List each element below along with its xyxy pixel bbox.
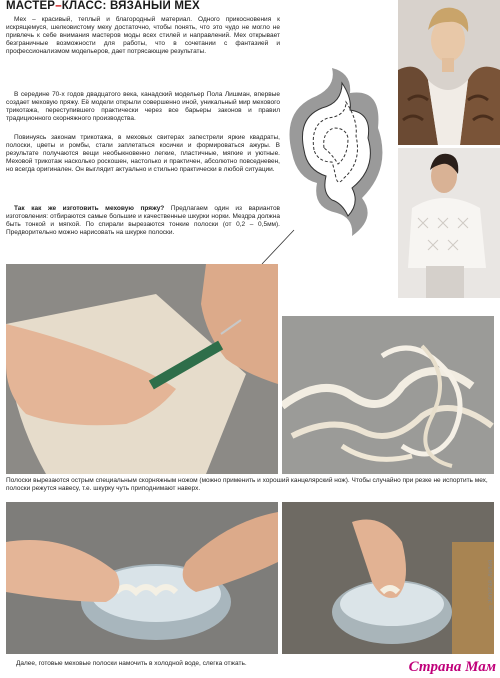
diagram-pointer-line (258, 228, 298, 268)
cutting-fur-photo (6, 264, 278, 474)
soaking-photo-right (282, 502, 494, 654)
page-title (6, 0, 200, 12)
model-photo-white-knit (398, 148, 500, 298)
caption-cutting: Полоски вырезаются острым специальным скорняжным ножом (можно применить и хороший канцелярский нож). Чтобы случайно при резке не испортить мех, полоски режутся навесу, т.е. шкурку чуть приподнимают наверх. (6, 477, 488, 493)
soaking-photo-left (6, 502, 278, 654)
title-rest: КЛАСС: ВЯЗАНЫЙ МЕХ (61, 0, 200, 12)
article-paragraph-4 (6, 205, 280, 237)
title-dash: – (55, 0, 62, 12)
question-heading: Так как же изготовить меховую пряжу? (14, 205, 165, 212)
article-paragraph-1: Мех – красивый, теплый и благородный материал. Одного прикосновения к искрящемуся, шелковистому меху достаточно, чтобы понять, что это чудо не могло не привлечь к себе внимания мастеров моды всех стилей и направлений. Мех открывает безграничные возможности для работы, что в сочетании с фантазией и профессионализмом модельеров, дает потрясающие результаты. (6, 16, 280, 56)
article-paragraph-2: В середине 70-х годов двадцатого века, канадский модельер Пола Лишман, впервые создает меховую пряжу. Её модели открыли совершенно иной, уникальный мир мехового трикотажа, переступившего практически через все барьеры законов и правил традиционного скорняжного производства. (6, 91, 280, 123)
site-watermark: Страна Мам (408, 659, 496, 675)
model-photo-fur-vest (398, 0, 500, 145)
spiral-cut-diagram (282, 58, 398, 238)
fur-strips-photo (282, 316, 494, 474)
caption-soaking: Далее, готовые меховые полоски намочить в холодной воде, слегка отжать. (16, 660, 247, 667)
answer-text: Предлагаем один из вариантов изготовления: отбираются самые большие и качественные шкурки норки. Мездра должна быть тонкой и мягкой. По спирали вырезаются тонкие полоски (от 0,2 – 0,5мм). Предворительно можно нарисовать на шкурке полоски. (6, 205, 281, 237)
side-watermark: ©Золотая_лилия (488, 560, 494, 610)
title-prefix: МАСТЕР (6, 0, 56, 12)
article-paragraph-3: Повинуясь законам трикотажа, в меховых свитерах запестрели яркие квадраты, полоски, цветы и ромбы, стали заплетаться косички и формироваться ажуры. В результате получаются вещи необыкновенно легкие, пластичные, мягкие и уютные. Меховой трикотаж насколько роскошен, настолько и практичен, абсолютно повседневен, но всегда оригинален. Он выглядит актуально и стильно практически в любой ситуации. (6, 134, 280, 174)
